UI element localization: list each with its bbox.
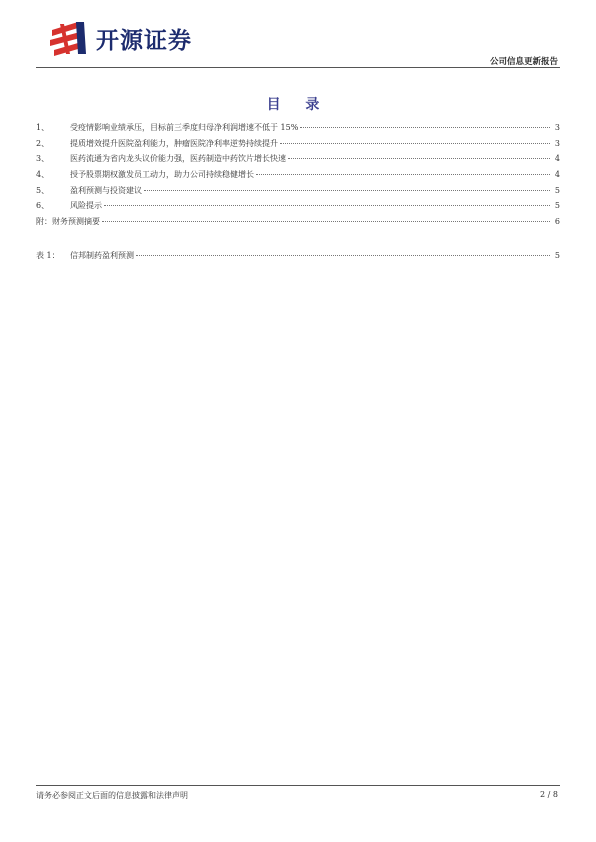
footer-disclaimer: 请务必参阅正文后面的信息披露和法律声明 [36,791,188,800]
toc-entry-page: 3 [554,123,560,132]
toc-entry[interactable] [36,200,560,216]
toc-entry[interactable] [36,153,560,169]
toc-entry-page: 6 [554,217,560,227]
table-entry-page: 5 [554,251,560,260]
toc-entry-number: 1、 [36,123,50,132]
list-of-tables [36,250,560,266]
toc-entry-title: 风险提示 [70,201,102,211]
toc-entry-title: 提质增效提升医院盈利能力，肿瘤医院净利率逆势持续提升 [70,138,278,148]
toc-entry-title: 盈利预测与投资建议 [70,185,142,195]
toc-leader [300,127,550,128]
toc-entry-title: 附：财务预测摘要 [36,217,100,227]
toc-leader [136,255,550,256]
toc-entry[interactable] [36,138,560,154]
toc-entry[interactable] [36,185,560,201]
toc-entry[interactable] [36,169,560,185]
toc-leader [288,158,550,159]
page-number: 2 / 8 [540,790,558,799]
toc-entry[interactable] [36,122,560,138]
toc-entry-page: 4 [554,170,560,180]
table-entry-number: 表 1： [36,251,60,260]
toc-entry-title: 授予股票期权激发员工动力，助力公司持续稳健增长 [70,170,254,180]
header-divider [36,67,560,68]
toc-entry-number: 6、 [36,201,50,211]
toc-entry-page: 5 [554,201,560,211]
toc-leader [144,190,550,191]
toc-leader [256,174,550,175]
footer-divider [36,785,560,786]
toc-entry-page: 5 [554,185,560,195]
table-of-contents [36,122,560,232]
toc-entry-appendix[interactable] [36,216,560,232]
toc-entry-number: 2、 [36,138,50,148]
toc-entry-number: 4、 [36,170,50,180]
report-type-label: 公司信息更新报告 [489,57,558,67]
company-name: 开源证券 [96,28,192,54]
toc-entry-title: 医药流通为省内龙头议价能力强，医药制造中药饮片增长快速 [70,154,286,164]
toc-leader [102,221,550,222]
toc-leader [104,205,550,206]
toc-leader [280,143,550,144]
toc-entry-number: 5、 [36,185,50,195]
toc-entry-number: 3、 [36,154,50,164]
table-entry-title: 信邦制药盈利预测 [70,251,134,260]
toc-entry-page: 4 [554,154,560,164]
table-list-entry[interactable] [36,250,560,266]
toc-title: 目 录 [266,97,330,113]
toc-entry-page: 3 [554,138,560,148]
page-header [0,0,596,70]
toc-entry-title: 受疫情影响业绩承压，目标前三季度归母净利润增速不低于 15% [70,123,299,132]
